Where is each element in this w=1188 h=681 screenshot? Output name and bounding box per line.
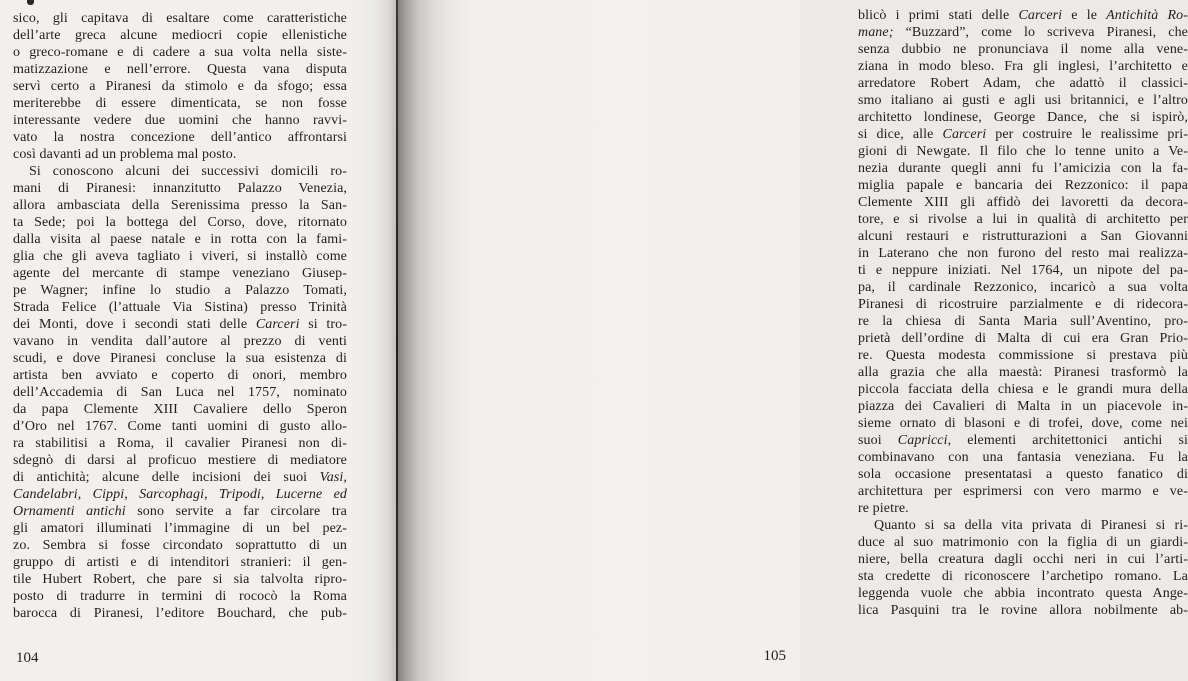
text-line: architettura per esprimersi con vero marmo e ve- (858, 484, 1188, 499)
text-line: posto di tradurre in termini di rococò la Roma (13, 589, 347, 604)
text-line: mani di Piranesi: innanzitutto Palazzo Venezia, (13, 181, 347, 196)
text-line: matizzazione e nell’errore. Questa vana disputa (13, 62, 347, 77)
text-line: alcuni restauri e ristrutturazioni a San Giovanni (858, 229, 1188, 244)
text-line: pe Wagner; infine lo studio a Palazzo Tomati, (13, 283, 347, 298)
text-line: sico, gli capitava di esaltare come caratteristiche (13, 11, 347, 26)
text-line: sieme ornato di blasoni e di trofei, dove, come nei (858, 416, 1188, 431)
text-line: smo italiano ai gusti e agli usi britannici, e l’altro (858, 93, 1188, 108)
text-line: artista ben avviato e coperto di onori, membro (13, 368, 347, 383)
text-line: scudi, e dove Piranesi concluse la sua esistenza di (13, 351, 347, 366)
text-line: dell’Accademia di San Luca nel 1757, nominato (13, 385, 347, 400)
text-line: così davanti ad un problema mal posto. (13, 147, 237, 162)
text-line: prietà dell’ordine di Malta di cui era Gran Prio- (858, 331, 1188, 346)
page-left-text-column (13, 10, 347, 622)
page-right-text-column (858, 7, 1188, 619)
text-line: tile Hubert Robert, che pare si sia talvolta ripro- (13, 572, 347, 587)
text-line: duce al suo matrimonio con la figlia di un giardi- (858, 535, 1188, 550)
text-line: zo. Sembra si fosse circondato soprattutto di un (13, 538, 347, 553)
text-line: allora ambasciata della Serenissima presso la San- (13, 198, 347, 213)
scan-artifact-mark (27, 0, 34, 5)
text-line: gli amatori illuminati l’immagine di un bel pez- (13, 521, 347, 536)
text-line: senza dubbio ne pronunciava il nome alla vene- (858, 42, 1188, 57)
text-line: leggenda vuole che abbia incontrato questa Ange- (858, 586, 1188, 601)
text-line: Clemente XIII gli affidò dei lavoretti da decora- (858, 195, 1188, 210)
text-line: barocca di Piranesi, l’editore Bouchard, che pub- (13, 606, 347, 621)
text-line: niere, bella creatura dagli occhi neri in cui l’arti- (858, 552, 1188, 567)
page-left (0, 0, 396, 681)
text-line: miglia papale e bancaria dei Rezzonico: il papa (858, 178, 1188, 193)
text-line: re. Questa modesta commissione si prestava più (858, 348, 1188, 363)
text-line: Candelabri, Cippi, Sarcophagi, Tripodi, Lucerne ed (13, 487, 347, 502)
text-line: nezia durante quegli anni fu l’amicizia con la fa- (858, 161, 1188, 176)
text-line: blicò i primi stati delle Carceri e le Antichità Ro- (858, 8, 1188, 23)
page-number-left: 104 (16, 650, 39, 666)
text-line: meriterebbe di essere dimenticata, se non fosse (13, 96, 347, 111)
text-line: combinavano con una fantasia veneziana. Fu la (858, 450, 1188, 465)
text-line: re pietre. (858, 501, 909, 516)
text-line: interessante vedere due uomini che hanno ravvi- (13, 113, 347, 128)
text-line: glia che gli aveva tagliato i viveri, si installò come (13, 249, 347, 264)
text-line: agente del mercante di stampe veneziano Giusep- (13, 266, 347, 281)
text-line: da papa Clemente XIII Cavaliere dello Speron (13, 402, 347, 417)
text-line: mane; “Buzzard”, come lo scriveva Piranesi, che (858, 25, 1188, 40)
text-line: alla grazia che alla maestà: Piranesi trasformò la (858, 365, 1188, 380)
text-line: re la chiesa di Santa Maria sull’Aventino, pro- (858, 314, 1188, 329)
text-line: lica Pasquini tra le rovine allora nobilmente ab- (858, 603, 1188, 618)
page-number-right: 105 (763, 648, 786, 664)
text-line: dalla visita al paese natale e in rotta con la fami- (13, 232, 347, 247)
text-line: ra stabilitisi a Roma, il cavalier Piranesi non di- (13, 436, 347, 451)
text-line: gioni di Newgate. Il filo che lo tenne unito a Ve- (858, 144, 1188, 159)
text-line: gruppo di artisti e di intenditori stranieri: il gen- (13, 555, 347, 570)
text-line: di antichità; alcune delle incisioni dei suoi Vasi, (13, 470, 347, 485)
text-line: dei Monti, dove i secondi stati delle Carceri si tro- (13, 317, 347, 332)
text-line: o greco-romane e di cadere a sua volta nella siste- (13, 45, 347, 60)
text-line: pa, il cardinale Rezzonico, incaricò a sua volta (858, 280, 1188, 295)
text-line: ti e neppure iniziati. Nel 1764, un nipote del pa- (858, 263, 1188, 278)
text-line: ziana in modo bleso. Fra gli inglesi, l’architetto e (858, 59, 1188, 74)
text-line: Si conoscono alcuni dei successivi domicili ro- (29, 164, 347, 179)
text-line: piazza dei Cavalieri di Malta in un piacevole in- (858, 399, 1188, 414)
text-line: Ornamenti antichi sono servite a far circolare tra (13, 504, 347, 519)
text-line: tore, e si rivolse a lui in qualità di architetto per (858, 212, 1188, 227)
text-line: vavano in vendita dall’autore al prezzo di venti (13, 334, 347, 349)
page-right (398, 0, 1188, 681)
text-line: in Laterano che non furono del resto mai realizza- (858, 246, 1188, 261)
text-line: architetto londinese, George Dance, che si ispirò, (858, 110, 1188, 125)
book-gutter-line (396, 0, 398, 681)
text-line: si dice, alle Carceri per costruire le realissime pri- (858, 127, 1188, 142)
text-line: d’Oro nel 1767. Come tanti uomini di gusto allo- (13, 419, 347, 434)
text-line: Piranesi di ricostruire parzialmente e di ridecora- (858, 297, 1188, 312)
text-line: ta Sede; poi la bottega del Corso, dove, ritornato (13, 215, 347, 230)
text-line: vato la nostra concezione dell’antico affrontarsi (13, 130, 347, 145)
text-line: sdegnò di darsi al proficuo mestiere di mediatore (13, 453, 347, 468)
text-line: sta credette di riconoscere l’archetipo romano. La (858, 569, 1188, 584)
text-line: Strada Felice (l’attuale Via Sistina) presso Trinità (13, 300, 347, 315)
text-line: Quanto si sa della vita privata di Piranesi si ri- (874, 518, 1188, 533)
text-line: suoi Capricci, elementi architettonici antichi si (858, 433, 1188, 448)
text-line: dell’arte greca alcune mediocri copie ellenistiche (13, 28, 347, 43)
text-line: sola occasione presentatasi a questo fanatico di (858, 467, 1188, 482)
text-line: servì certo a Piranesi da stimolo e da sfogo; essa (13, 79, 347, 94)
text-line: arredatore Robert Adam, che adattò il classici- (858, 76, 1188, 91)
text-line: piccola facciata della chiesa e le grandi mura della (858, 382, 1188, 397)
